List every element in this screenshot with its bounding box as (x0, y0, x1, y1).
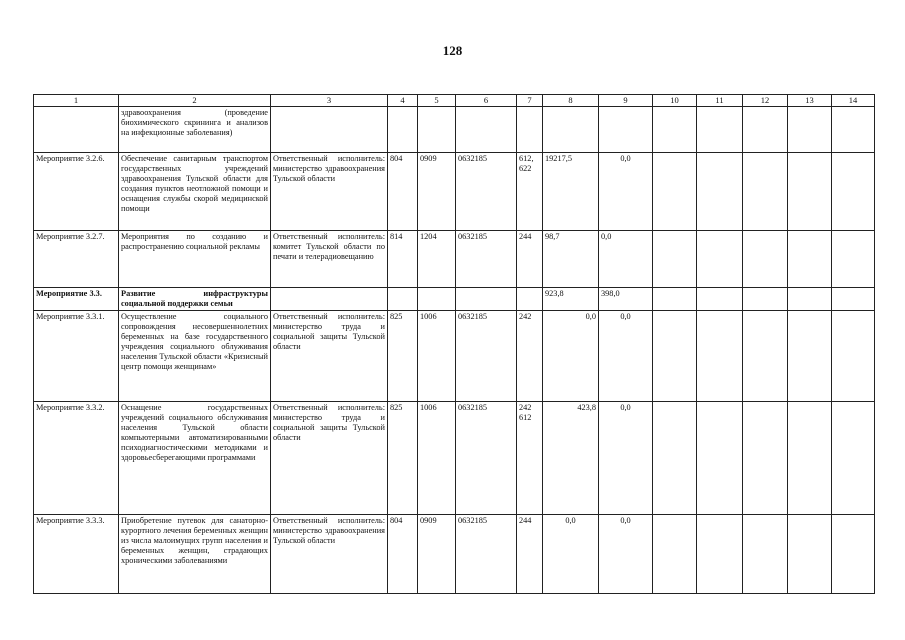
column-header: 14 (832, 95, 875, 107)
cell-7: 244 (517, 515, 543, 594)
measure-id: Мероприятие 3.3. (34, 288, 119, 311)
empty-cell (653, 107, 697, 153)
empty-cell (697, 231, 743, 288)
empty-cell (653, 231, 697, 288)
executor-cell (271, 107, 388, 153)
cell-7: 242 (517, 311, 543, 402)
column-header: 10 (653, 95, 697, 107)
empty-cell (653, 515, 697, 594)
empty-cell (743, 231, 788, 288)
measure-name: Обеспечение санитарным транспортом государственных учреждений здравоохранения Тульской области для создания пунктов неотложной помощи и оснащения службы скорой медицинской помощи (119, 153, 271, 231)
cell-9: 0,0 (599, 402, 653, 515)
cell-8 (543, 107, 599, 153)
column-header: 13 (788, 95, 832, 107)
executor-cell: Ответственный исполнитель: министерство здравоохранения Тульской области (271, 153, 388, 231)
empty-cell (697, 153, 743, 231)
executor-cell: Ответственный исполнитель: комитет Тульской области по печати и телерадиовещанию (271, 231, 388, 288)
empty-cell (697, 515, 743, 594)
empty-cell (832, 288, 875, 311)
empty-cell (653, 288, 697, 311)
column-header: 8 (543, 95, 599, 107)
cell-7 (517, 107, 543, 153)
cell-6: 0632185 (456, 231, 517, 288)
measure-name: Мероприятия по созданию и распространению социальной рекламы (119, 231, 271, 288)
cell-6: 0632185 (456, 153, 517, 231)
empty-cell (788, 231, 832, 288)
empty-cell (832, 402, 875, 515)
cell-9: 0,0 (599, 311, 653, 402)
executor-cell: Ответственный исполнитель: министерство здравоохранения Тульской области (271, 515, 388, 594)
empty-cell (743, 288, 788, 311)
empty-cell (697, 288, 743, 311)
empty-cell (832, 107, 875, 153)
empty-cell (788, 288, 832, 311)
table-row (34, 515, 875, 594)
cell-9 (599, 107, 653, 153)
empty-cell (788, 311, 832, 402)
measure-name: Осуществление социального сопровождения несовершеннолетних беременных на базе государственного учреждения социального облуживания населения Тульской области «Кризисный центр помощи женщинам» (119, 311, 271, 402)
empty-cell (697, 107, 743, 153)
cell-7 (517, 288, 543, 311)
empty-cell (743, 515, 788, 594)
cell-8: 0,0 (543, 311, 599, 402)
measure-name: Оснащение государственных учреждений социального обслуживания населения Тульской области компьютерными автоматизированными психодиагностическими методиками и здоровьесберегающими программами (119, 402, 271, 515)
column-header: 1 (34, 95, 119, 107)
table-row (34, 311, 875, 402)
cell-5: 0909 (418, 153, 456, 231)
cell-9: 0,0 (599, 153, 653, 231)
table-row (34, 402, 875, 515)
empty-cell (788, 153, 832, 231)
measure-id: Мероприятие 3.3.2. (34, 402, 119, 515)
empty-cell (788, 402, 832, 515)
cell-8: 423,8 (543, 402, 599, 515)
measure-id: Мероприятие 3.2.7. (34, 231, 119, 288)
executor-cell (271, 288, 388, 311)
empty-cell (743, 402, 788, 515)
cell-5: 1204 (418, 231, 456, 288)
cell-8: 923,8 (543, 288, 599, 311)
empty-cell (697, 311, 743, 402)
column-header: 6 (456, 95, 517, 107)
page-number: 128 (442, 43, 463, 58)
table-row (34, 288, 875, 311)
empty-cell (697, 402, 743, 515)
measure-name: здравоохранения (проведение биохимического скрининга и анализов на инфекционные заболевания) (119, 107, 271, 153)
empty-cell (743, 107, 788, 153)
empty-cell (832, 311, 875, 402)
measure-name: Приобретение путевок для санаторно-курортного лечения беременных женщин из числа малоимущих групп населения и беременных женщин, страдающих хроническими заболеваниями (119, 515, 271, 594)
column-header: 11 (697, 95, 743, 107)
cell-6: 0632185 (456, 402, 517, 515)
cell-8: 98,7 (543, 231, 599, 288)
cell-8: 0,0 (543, 515, 599, 594)
measure-id: Мероприятие 3.3.1. (34, 311, 119, 402)
measure-name: Развитие инфраструктуры социальной поддержки семьи (119, 288, 271, 311)
cell-9: 398,0 (599, 288, 653, 311)
cell-7: 242 612 (517, 402, 543, 515)
column-header: 2 (119, 95, 271, 107)
column-header: 5 (418, 95, 456, 107)
cell-4: 825 (388, 402, 418, 515)
empty-cell (832, 231, 875, 288)
cell-9: 0,0 (599, 231, 653, 288)
cell-4: 814 (388, 231, 418, 288)
empty-cell (653, 311, 697, 402)
empty-cell (788, 515, 832, 594)
column-header: 12 (743, 95, 788, 107)
table-row (34, 153, 875, 231)
measure-id: Мероприятие 3.2.6. (34, 153, 119, 231)
empty-cell (832, 153, 875, 231)
measure-id (34, 107, 119, 153)
cell-5: 1006 (418, 402, 456, 515)
empty-cell (788, 107, 832, 153)
table-row (34, 231, 875, 288)
table-row (34, 107, 875, 153)
cell-7: 244 (517, 231, 543, 288)
cell-7: 612, 622 (517, 153, 543, 231)
cell-4: 804 (388, 153, 418, 231)
cell-5 (418, 107, 456, 153)
cell-4 (388, 288, 418, 311)
header-row (34, 95, 875, 107)
column-header: 4 (388, 95, 418, 107)
cell-5: 1006 (418, 311, 456, 402)
cell-8: 19217,5 (543, 153, 599, 231)
executor-cell: Ответственный исполнитель: министерство труда и социальной защиты Тульской области (271, 311, 388, 402)
column-header: 9 (599, 95, 653, 107)
cell-9: 0,0 (599, 515, 653, 594)
empty-cell (653, 153, 697, 231)
empty-cell (743, 153, 788, 231)
cell-6: 0632185 (456, 515, 517, 594)
column-header: 7 (517, 95, 543, 107)
cell-4 (388, 107, 418, 153)
empty-cell (653, 402, 697, 515)
cell-6 (456, 288, 517, 311)
measure-id: Мероприятие 3.3.3. (34, 515, 119, 594)
empty-cell (743, 311, 788, 402)
cell-5: 0909 (418, 515, 456, 594)
column-header: 3 (271, 95, 388, 107)
cell-5 (418, 288, 456, 311)
cell-6 (456, 107, 517, 153)
executor-cell: Ответственный исполнитель: министерство труда и социальной защиты Тульской области (271, 402, 388, 515)
budget-table (33, 94, 875, 594)
cell-6: 0632185 (456, 311, 517, 402)
empty-cell (832, 515, 875, 594)
cell-4: 804 (388, 515, 418, 594)
cell-4: 825 (388, 311, 418, 402)
